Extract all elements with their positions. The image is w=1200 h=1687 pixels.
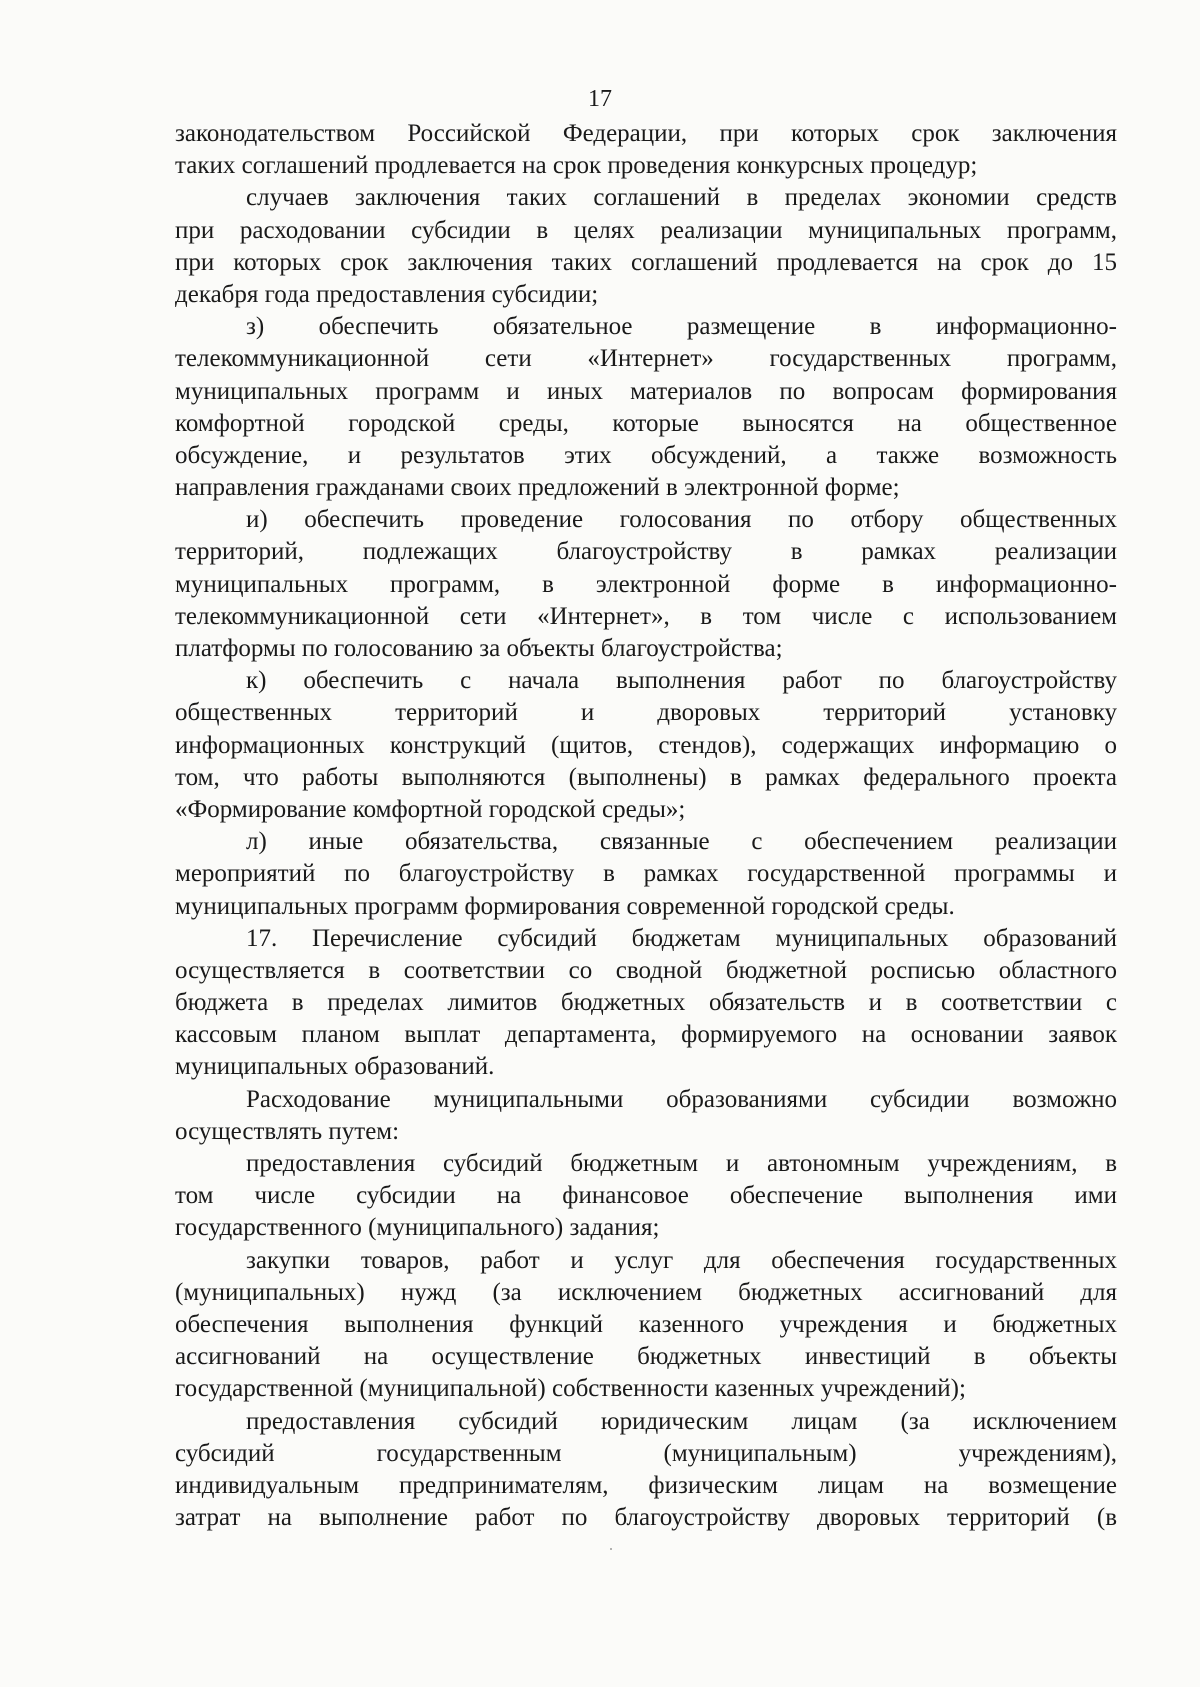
text-line: декабря года предоставления субсидии; <box>175 280 599 308</box>
text-line: комфортной городской среды, которые выносятся на общественное <box>175 409 1117 437</box>
text-line: Расходование муниципальными образованиями субсидии возможно <box>246 1085 1117 1113</box>
text-line: «Формирование комфортной городской среды»; <box>175 795 686 823</box>
text-line: информационных конструкций (щитов, стендов), содержащих информацию о <box>175 731 1117 759</box>
text-line: закупки товаров, работ и услуг для обеспечения государственных <box>246 1246 1117 1274</box>
text-line: осуществлять путем: <box>175 1117 400 1145</box>
text-line: при расходовании субсидии в целях реализации муниципальных программ, <box>175 216 1117 244</box>
text-line: ассигнований на осуществление бюджетных инвестиций в объекты <box>175 1343 1117 1371</box>
text-line: кассовым планом выплат департамента, формируемого на основании заявок <box>175 1021 1117 1049</box>
text-line: затрат на выполнение работ по благоустройству дворовых территорий (в <box>175 1504 1117 1532</box>
text-line: платформы по голосованию за объекты благоустройства; <box>175 635 783 662</box>
text-line: субсидий государственным (муниципальным) учреждениям), <box>175 1439 1117 1467</box>
text-line: государственного (муниципального) задания; <box>175 1214 660 1242</box>
text-line: з) обеспечить обязательное размещение в информационно- <box>246 313 1117 341</box>
text-line: обеспечения выполнения функций казенного учреждения и бюджетных <box>175 1310 1117 1338</box>
document-body <box>175 118 1117 1534</box>
text-line: л) иные обязательства, связанные с обеспечением реализации <box>246 828 1117 856</box>
text-line: осуществляется в соответствии со сводной бюджетной росписью областного <box>175 956 1117 984</box>
text-line: направления гражданами своих предложений в электронной форме; <box>175 474 900 502</box>
page-number: 17 <box>588 86 612 112</box>
text-line: том числе субсидии на финансовое обеспечение выполнения ими <box>175 1182 1117 1210</box>
text-line: и) обеспечить проведение голосования по отбору общественных <box>246 506 1117 534</box>
text-line: том, что работы выполняются (выполнены) в рамках федерального проекта <box>175 763 1117 791</box>
scan-speck <box>610 1548 612 1550</box>
text-line: при которых срок заключения таких соглашений продлевается на срок до 15 <box>175 248 1117 276</box>
text-line: обсуждение, и результатов этих обсуждений, а также возможность <box>175 441 1117 469</box>
text-line: телекоммуникационной сети «Интернет», в том числе с использованием <box>175 602 1117 630</box>
text-line: таких соглашений продлевается на срок проведения конкурсных процедур; <box>175 152 978 180</box>
text-line: предоставления субсидий бюджетным и автономным учреждениям, в <box>246 1150 1117 1177</box>
text-line: (муниципальных) нужд (за исключением бюджетных ассигнований для <box>175 1278 1117 1306</box>
text-line: общественных территорий и дворовых территорий установку <box>175 699 1117 727</box>
text-line: телекоммуникационной сети «Интернет» государственных программ, <box>175 345 1117 373</box>
text-line: предоставления субсидий юридическим лицам (за исключением <box>246 1407 1117 1435</box>
text-line: территорий, подлежащих благоустройству в рамках реализации <box>175 538 1117 566</box>
text-line: муниципальных программ формирования современной городской среды. <box>175 892 955 920</box>
text-line: мероприятий по благоустройству в рамках государственной программы и <box>175 860 1117 888</box>
text-line: государственной (муниципальной) собственности казенных учреждений); <box>175 1375 966 1403</box>
text-line: к) обеспечить с начала выполнения работ по благоустройству <box>246 667 1117 695</box>
text-line: законодательством Российской Федерации, при которых срок заключения <box>175 120 1117 147</box>
text-line: случаев заключения таких соглашений в пределах экономии средств <box>246 184 1117 212</box>
text-line: индивидуальным предпринимателям, физическим лицам на возмещение <box>175 1471 1117 1499</box>
text-line: муниципальных программ, в электронной форме в информационно- <box>175 570 1117 598</box>
text-line: 17. Перечисление субсидий бюджетам муниципальных образований <box>246 924 1117 952</box>
text-line: бюджета в пределах лимитов бюджетных обязательств и в соответствии с <box>175 989 1117 1017</box>
text-line: муниципальных образований. <box>175 1053 495 1081</box>
text-line: муниципальных программ и иных материалов по вопросам формирования <box>175 377 1117 405</box>
